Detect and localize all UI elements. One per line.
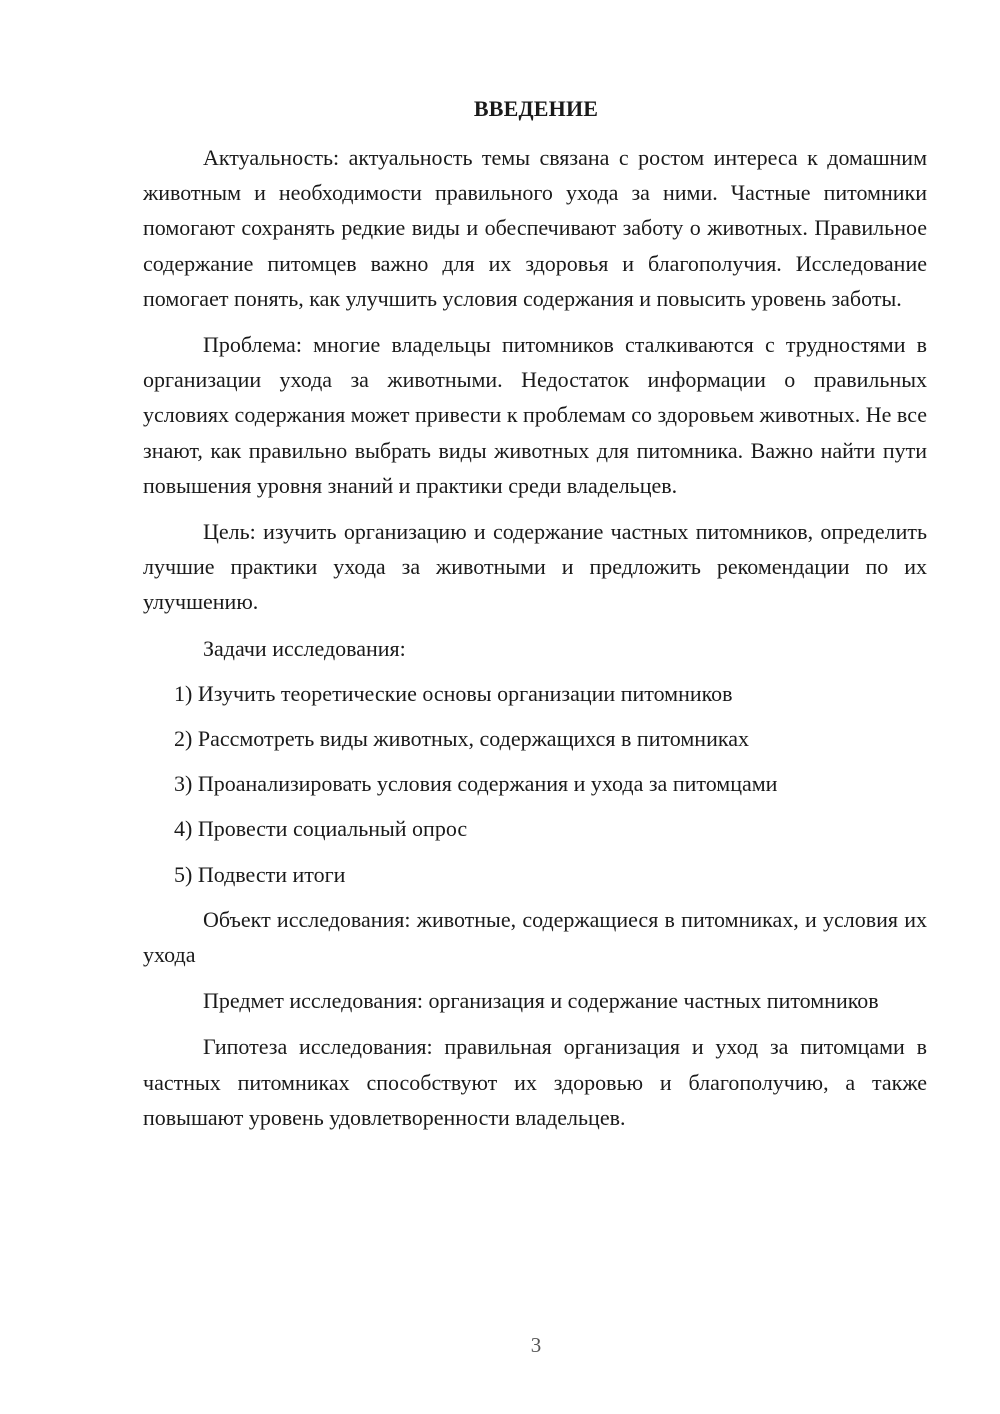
task-number: 2) [174,726,193,752]
task-text: Провести социальный опрос [197,816,468,842]
task-number: 3) [174,771,193,797]
task-text: Изучить теоретические основы организации питомников [197,680,733,706]
page-body [143,140,927,1135]
tasks-heading: Задачи исследования: [203,635,406,661]
task-item [143,857,927,892]
goal-paragraph: Цель: изучить организацию и содержание частных питомников, определить лучшие практики ухода за животными и предложить рекомендации по их улучшению. [143,519,927,615]
object-paragraph: Объект исследования: животные, содержащиеся в питомниках, и условия их ухода [143,906,927,968]
task-item [143,721,927,756]
task-text: Рассмотреть виды животных, содержащихся в питомниках [197,726,749,752]
hypothesis-paragraph: Гипотеза исследования: правильная организация и уход за питомцами в частных питомниках способствуют их здоровью и благополучию, а также повышают уровень удовлетворенности владельцев. [143,1034,927,1130]
task-number: 1) [174,680,193,706]
task-number: 4) [174,816,193,842]
task-number: 5) [174,861,193,887]
task-text: Проанализировать условия содержания и ухода за питомцами [197,771,778,797]
problem-paragraph: Проблема: многие владельцы питомников сталкиваются с трудностями в организации ухода за животными. Недостаток информации о правильных условиях содержания может привести к проблемам со здоровьем животных. Не все знают, как правильно выбрать виды животных для питомника. Важно найти пути повышения уровня знаний и практики среди владельцев. [143,332,927,498]
task-item [143,811,927,846]
task-item [143,766,927,801]
subject-paragraph: Предмет исследования: организация и содержание частных питомников [203,988,879,1014]
task-item [143,676,927,711]
page-number: 3 [530,1333,542,1357]
task-text: Подвести итоги [197,861,346,887]
relevance-paragraph: Актуальность: актуальность темы связана с ростом интереса к домашним животным и необходимости правильного ухода за ними. Частные питомники помогают сохранять редкие виды и обеспечивают заботу о животных. Правильное содержание питомцев важно для их здоровья и благополучия. Исследование помогает понять, как улучшить условия содержания и повысить уровень заботы. [143,145,927,311]
section-title: ВВЕДЕНИЕ [473,96,599,121]
